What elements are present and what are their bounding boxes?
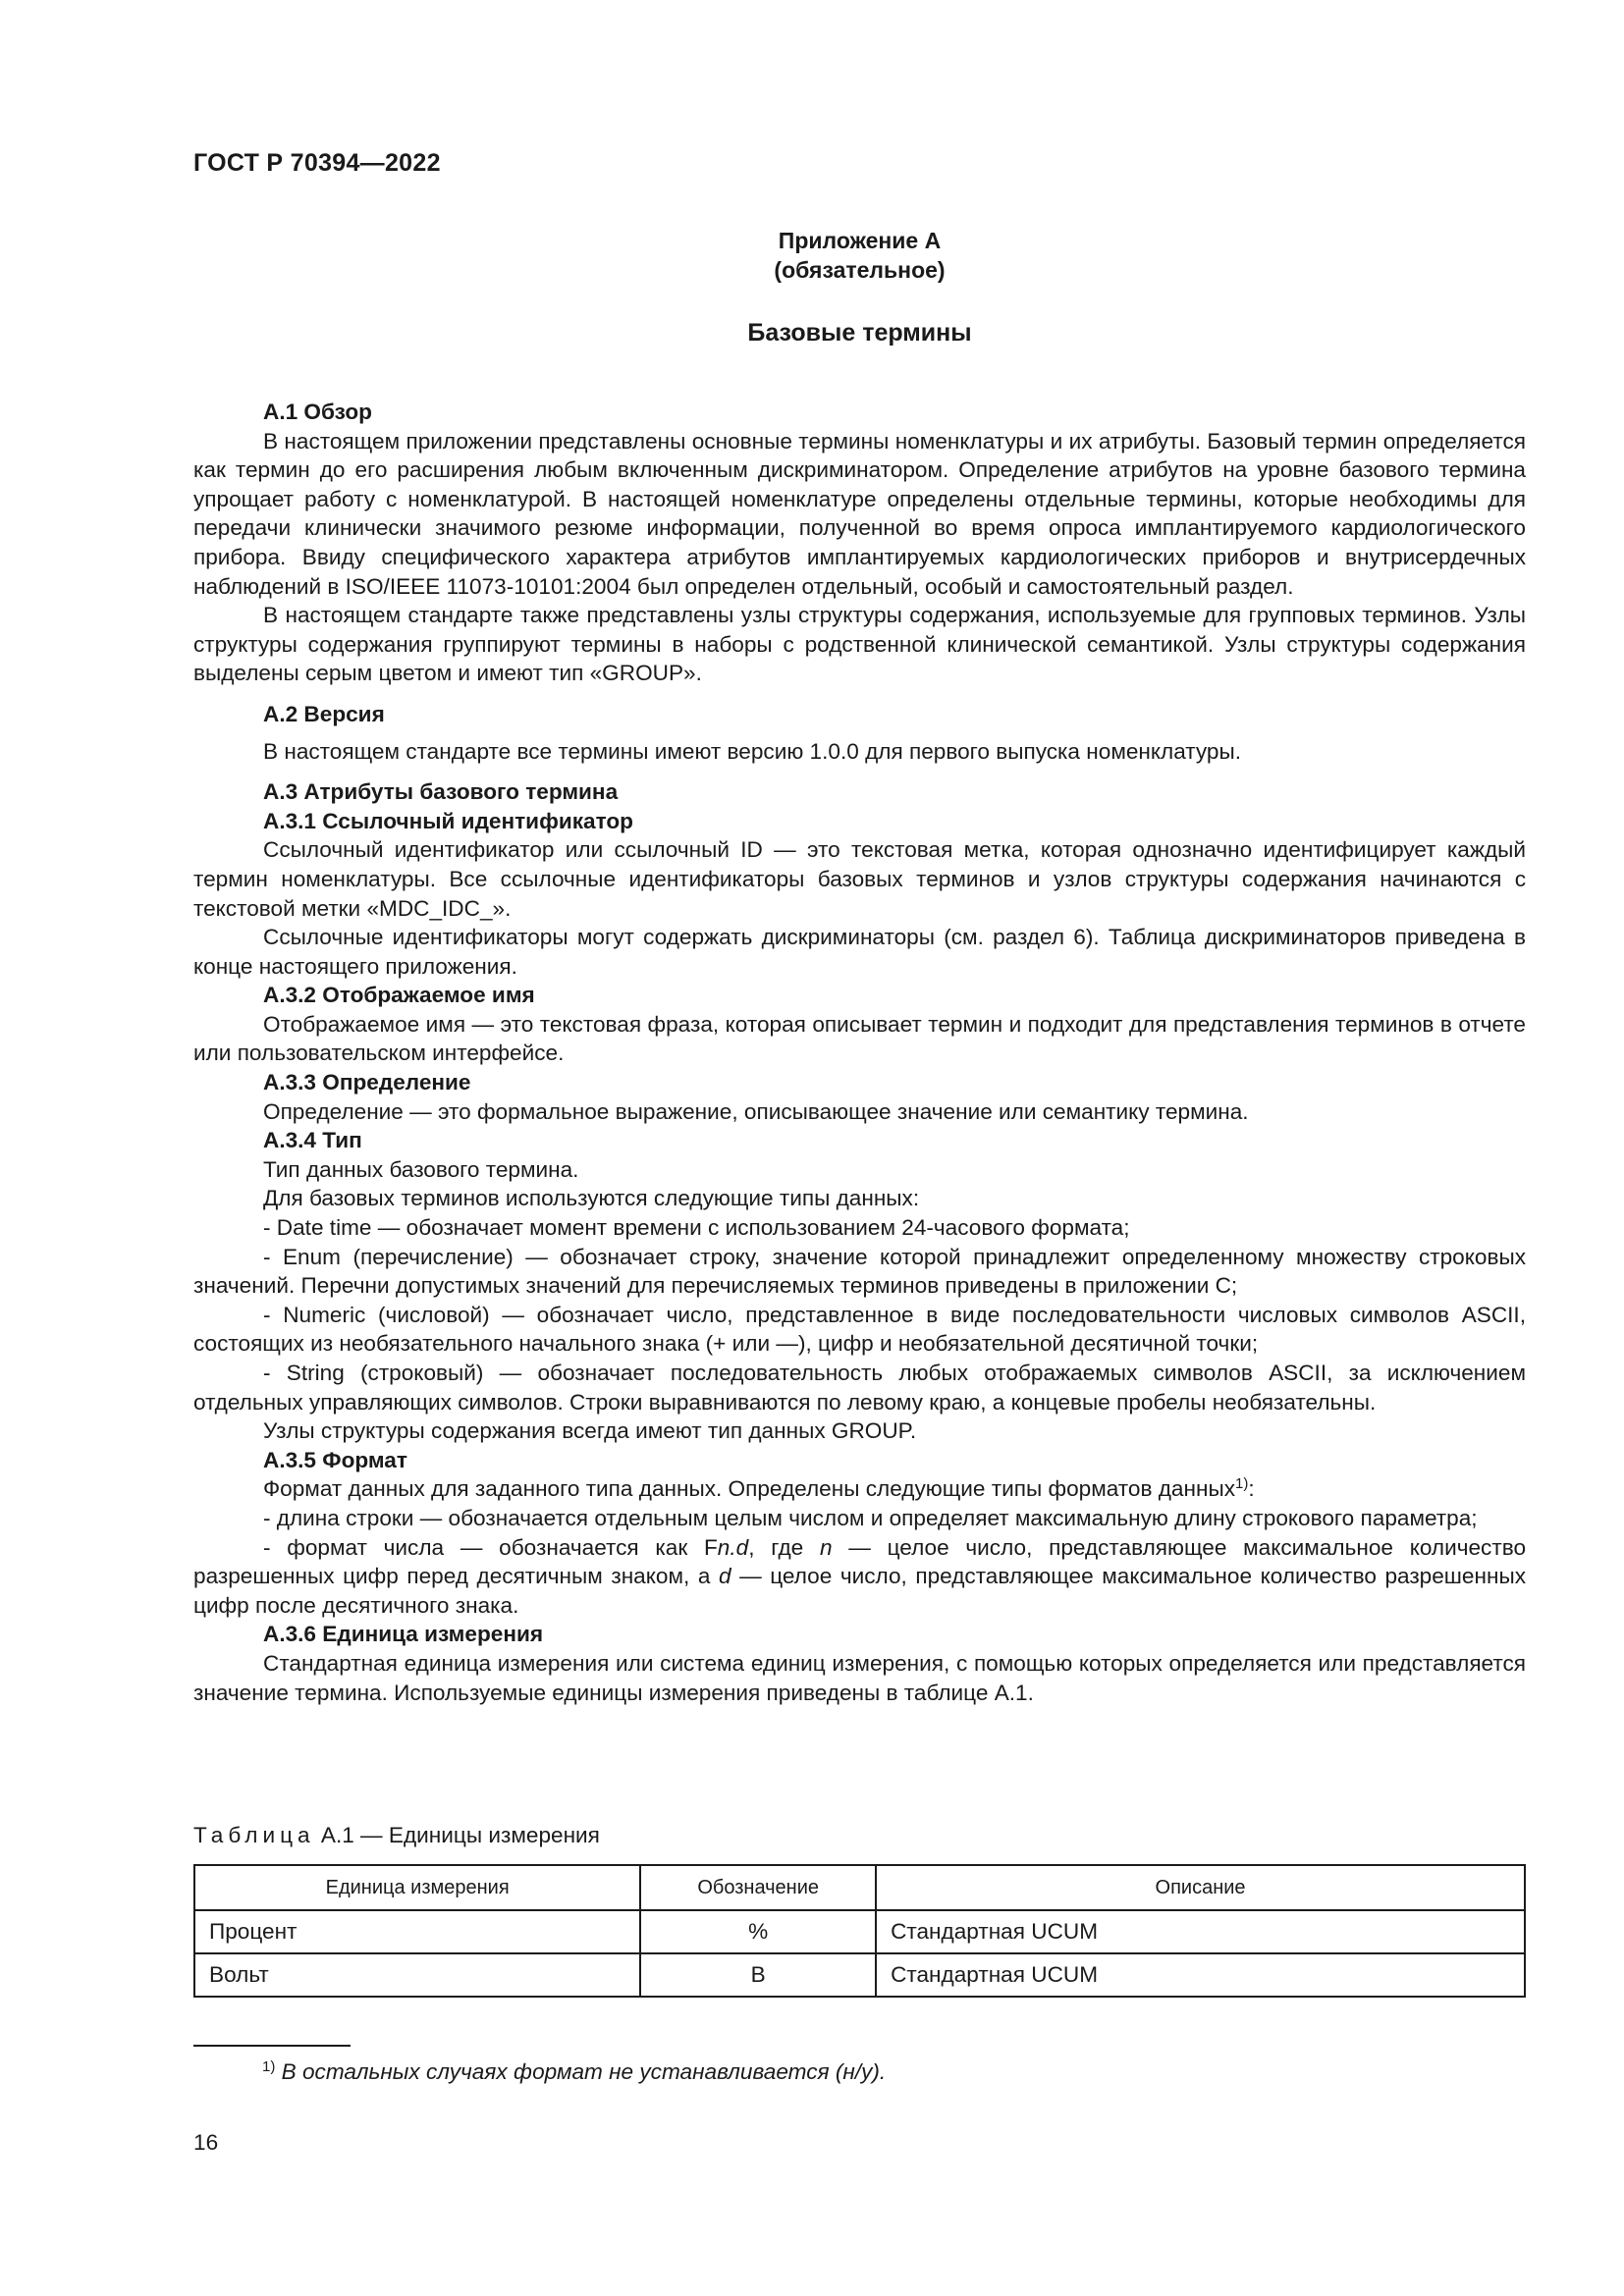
annex-heading — [193, 226, 1526, 285]
subsection-heading-a3-1: А.3.1 Ссылочный идентификатор — [263, 808, 633, 833]
list-item: - длина строки — обозначается отдельным целым числом и определяет максимальную длину строкового параметра; — [263, 1505, 1478, 1530]
list-item: - Numeric (числовой) — обозначает число, представленное в виде последовательности числовых символов ASCII, состоящих из необязательного начального знака (+ или —), цифр и необязательной десятичной точки; — [193, 1302, 1526, 1357]
paragraph: В настоящем стандарте также представлены узлы структуры содержания, используемые для групповых терминов. Узлы структуры содержания группируют термины в наборы с родственной клинической семантикой. Узлы структуры содержания выделены серым цветом и имеют тип «GROUP». — [193, 603, 1526, 686]
paragraph: Ссылочные идентификаторы могут содержать дискриминаторы (см. раздел 6). Таблица дискриминаторов приведена в конце настоящего приложения. — [193, 925, 1526, 979]
text-run: , где — [748, 1534, 820, 1560]
table-cell: В — [640, 1953, 876, 1997]
annex-status: (обязательное) — [774, 257, 946, 283]
footnote-text: В остальных случаях формат не устанавливается (н/у). — [281, 2059, 887, 2084]
table-caption — [193, 1823, 600, 1848]
footnote-ref[interactable]: 1) — [1235, 1475, 1249, 1493]
text-run: — целое число, представляющее максимальное количество разрешенных цифр перед десятичным знаком, а — [193, 1534, 1527, 1589]
paragraph: В настоящем стандарте все термины имеют версию 1.0.0 для первого выпуска номенклатуры. — [263, 738, 1242, 764]
footnote — [262, 2059, 886, 2085]
list-item: - Enum (перечисление) — обозначает строку, значение которой принадлежит определенному множеству строковых значений. Перечни допустимых значений для перечисляемых терминов приведены в приложении С; — [193, 1244, 1526, 1299]
table-caption-text: А.1 — Единицы измерения — [314, 1823, 600, 1847]
annex-label: Приложение А — [778, 228, 942, 253]
table-row — [194, 1910, 1525, 1953]
annex-title: Базовые термины — [747, 319, 972, 347]
document-body — [193, 398, 1526, 1707]
page-number: 16 — [193, 2130, 219, 2155]
italic-term: n.d — [717, 1534, 749, 1560]
paragraph: Определение — это формальное выражение, описывающее значение или семантику термина. — [263, 1098, 1249, 1124]
italic-term: d — [718, 1564, 731, 1589]
column-header: Обозначение — [640, 1865, 876, 1910]
section-heading-a3: А.3 Атрибуты базового термина — [263, 779, 619, 805]
list-item: - Date time — обозначает момент времени с использованием 24-часового формата; — [263, 1215, 1130, 1241]
table-cell: Стандартная UCUM — [876, 1953, 1525, 1997]
paragraph — [193, 1474, 1526, 1504]
paragraph: Отображаемое имя — это текстовая фраза, которая описывает термин и подходит для представления терминов в отчете или пользовательском интерфейсе. — [193, 1011, 1526, 1066]
table-row — [194, 1953, 1525, 1997]
table-cell: Вольт — [194, 1953, 640, 1997]
table-caption-word: Таблица — [193, 1823, 315, 1847]
subsection-heading-a3-5: А.3.5 Формат — [263, 1447, 407, 1472]
section-heading-a2: А.2 Версия — [263, 701, 385, 726]
table-cell: % — [640, 1910, 876, 1953]
text-run: — целое число, представляющее максимальное количество разрешенных цифр после десятичного знака. — [193, 1564, 1526, 1618]
paragraph: Узлы структуры содержания всегда имеют тип данных GROUP. — [263, 1418, 917, 1444]
subsection-heading-a3-3: А.3.3 Определение — [263, 1070, 471, 1095]
paragraph-text: Формат данных для заданного типа данных. Определены следующие типы форматов данных — [263, 1476, 1235, 1502]
text-run: - формат числа — обозначается как F — [263, 1534, 718, 1560]
paragraph: Ссылочный идентификатор или ссылочный ID — это текстовая метка, которая однозначно идентифицирует каждый термин номенклатуры. Все ссылочные идентификаторы базовых терминов и узлов структуры содержания начинаются с текстовой метки «MDC_IDC_». — [193, 837, 1526, 921]
footnote-divider — [193, 2045, 351, 2047]
table-cell: Процент — [194, 1910, 640, 1953]
list-item — [193, 1533, 1526, 1621]
italic-term: n — [819, 1534, 833, 1560]
paragraph: Тип данных базового термина. — [263, 1156, 579, 1182]
table-cell: Стандартная UCUM — [876, 1910, 1525, 1953]
subsection-heading-a3-6: А.3.6 Единица измерения — [263, 1622, 544, 1647]
column-header: Описание — [876, 1865, 1525, 1910]
paragraph-end: : — [1248, 1476, 1255, 1502]
units-table — [193, 1864, 1526, 1998]
column-header: Единица измерения — [194, 1865, 640, 1910]
section-heading-a1: А.1 Обзор — [263, 400, 372, 424]
table-header-row — [194, 1865, 1525, 1910]
subsection-heading-a3-4: А.3.4 Тип — [263, 1128, 362, 1153]
document-id: ГОСТ Р 70394—2022 — [193, 149, 441, 177]
paragraph: Стандартная единица измерения или система единиц измерения, с помощью которых определяется или представляется значение термина. Используемые единицы измерения приведены в таблице А.1. — [193, 1650, 1526, 1705]
paragraph: Для базовых терминов используются следующие типы данных: — [263, 1186, 920, 1211]
list-item: - String (строковый) — обозначает последовательность любых отображаемых символов ASCII, за исключением отдельных управляющих символов. Строки выравниваются по левому краю, а концевые пробелы необязательны. — [193, 1361, 1526, 1415]
subsection-heading-a3-2: А.3.2 Отображаемое имя — [263, 983, 535, 1008]
paragraph: В настоящем приложении представлены основные термины номенклатуры и их атрибуты. Базовый термин определяется как термин до его расширения любым включенным дискриминатором. Определение атрибутов на уровне базового термина упрощает работу с номенклатурой. В настоящей номенклатуре определены отдельные термины, которые необходимы для передачи клинически значимого резюме информации, полученной во время опроса имплантируемого кардиологического прибора. Ввиду специфического характера атрибутов имплантируемых кардиологических приборов и внутрисердечных наблюдений в ISO/IEEE 11073-10101:2004 был определен отдельный, особый и самостоятельный раздел. — [193, 428, 1526, 599]
footnote-mark: 1) — [262, 2058, 276, 2075]
